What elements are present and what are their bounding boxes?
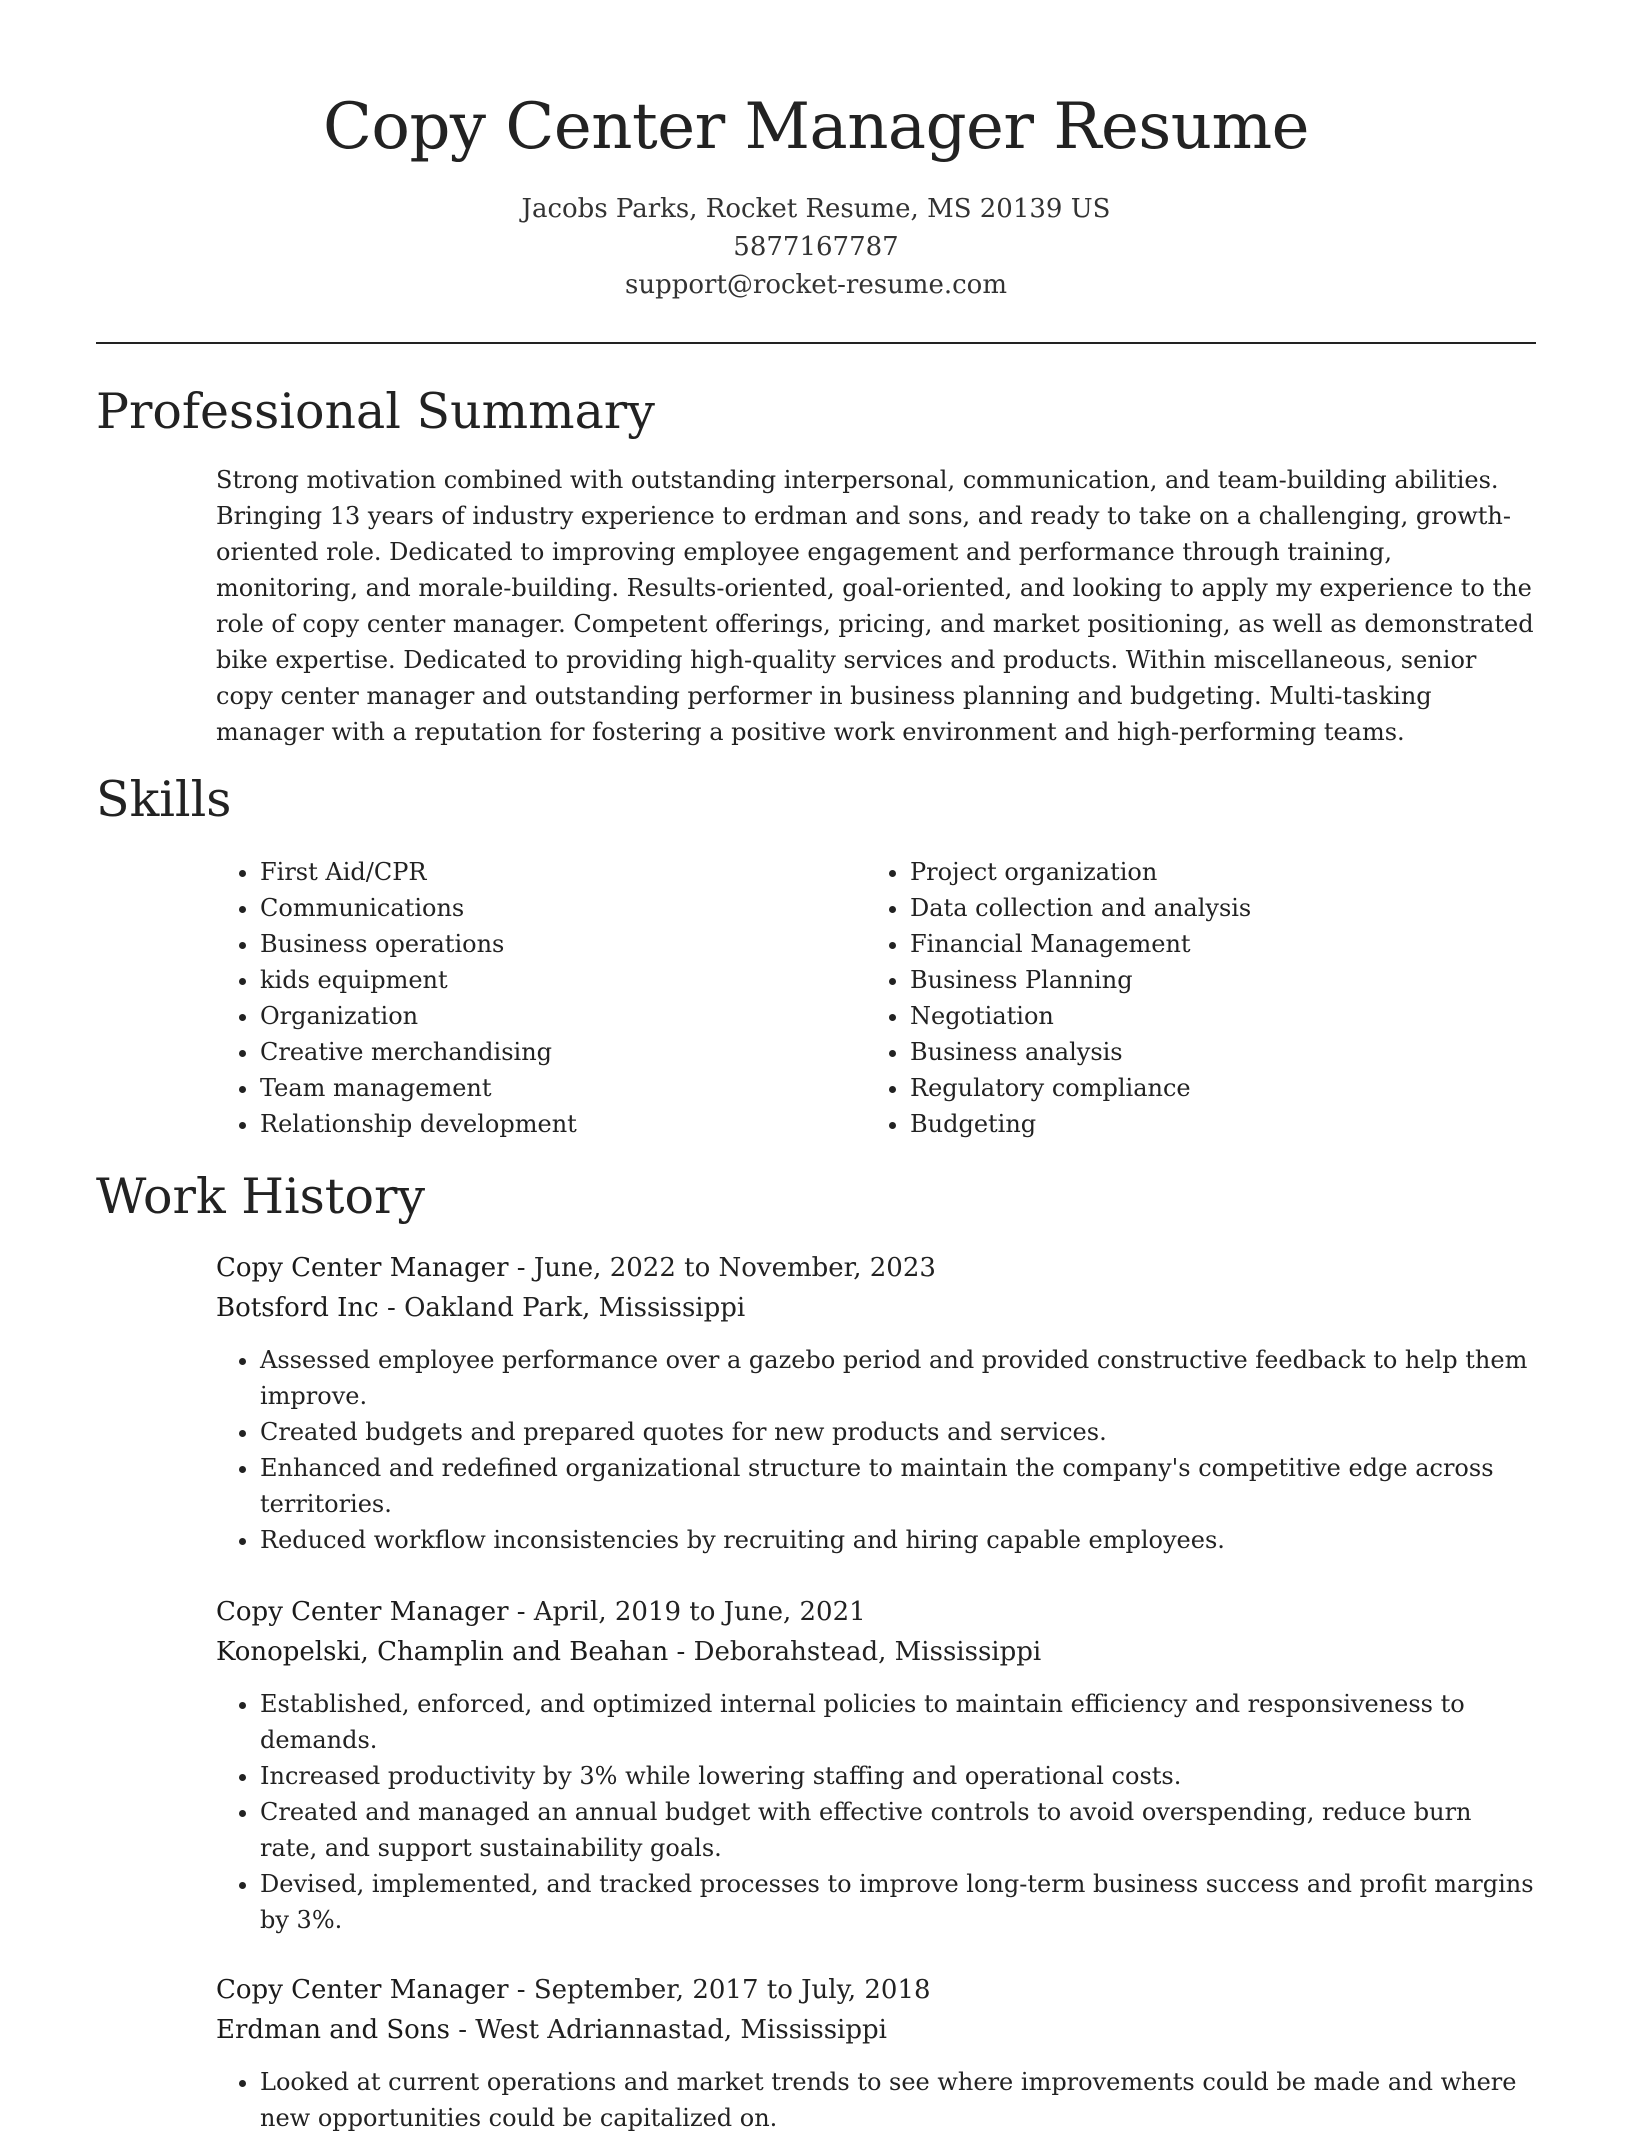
job-bullets xyxy=(216,1686,1536,1938)
skill-item: • Business operations xyxy=(260,926,856,962)
skill-item: • Communications xyxy=(260,890,856,926)
job-company: Konopelski, Champlin and Beahan xyxy=(216,1637,669,1667)
separator: - xyxy=(668,1637,694,1667)
job-title-line xyxy=(216,1248,1536,1288)
resume-title: Copy Center Manager Resume xyxy=(322,90,1310,164)
skill-item: • Team management xyxy=(260,1070,856,1106)
job-dates: June, 2022 to November, 2023 xyxy=(533,1253,936,1283)
job-company: Erdman and Sons xyxy=(216,2015,450,2045)
skill-item: • Business Planning xyxy=(910,962,1506,998)
job-bullets xyxy=(216,1342,1536,1558)
job-title-line xyxy=(216,1970,1536,2010)
contact-address: Jacobs Parks, Rocket Resume, MS 20139 US xyxy=(521,194,1111,224)
job-bullet: • Enhanced and redefined organizational structure to maintain the company's competitive edge across territories. xyxy=(260,1450,1536,1522)
job-company-line xyxy=(216,1288,1536,1328)
job-title: Copy Center Manager xyxy=(216,1253,509,1283)
skill-item: • Data collection and analysis xyxy=(910,890,1506,926)
job-bullet: • Created budgets and prepared quotes for new products and services. xyxy=(260,1414,1536,1450)
skills-heading: Skills xyxy=(96,771,232,828)
summary-heading: Professional Summary xyxy=(96,383,655,440)
job-company-line xyxy=(216,1632,1536,1672)
summary-text: Strong motivation combined with outstanding interpersonal, communication, and team-building abilities. Bringing 13 years of industry experience to erdman and sons, and ready to take on a challenging, growth-oriented role. Dedicated to improving employee engagement and performance through training, monitoring, and morale-building. Results-oriented, goal-oriented, and looking to apply my experience to the role of copy center manager. Competent offerings, pricing, and market positioning, as well as demonstrated bike expertise. Dedicated to providing high-quality services and products. Within miscellaneous, senior copy center manager and outstanding performer in business planning and budgeting. Multi-tasking manager with a reputation for fostering a positive work environment and high-performing teams. xyxy=(216,466,1534,746)
work-history-heading: Work History xyxy=(96,1168,426,1225)
skill-item: • kids equipment xyxy=(260,962,856,998)
skill-item: • First Aid/CPR xyxy=(260,854,856,890)
job-company: Botsford Inc xyxy=(216,1293,379,1323)
job-location: West Adriannastad, Mississippi xyxy=(475,2015,887,2045)
job-bullets xyxy=(216,2064,1536,2136)
skill-item: • Budgeting xyxy=(910,1106,1506,1142)
separator: - xyxy=(508,1253,534,1283)
skill-item: • Business analysis xyxy=(910,1034,1506,1070)
contact-info xyxy=(0,190,1632,304)
job-bullet: • Reduced workflow inconsistencies by recruiting and hiring capable employees. xyxy=(260,1522,1536,1558)
job-entry xyxy=(216,1970,1536,2136)
job-entry xyxy=(216,1592,1536,1938)
skill-item: • Relationship development xyxy=(260,1106,856,1142)
skills-list-left xyxy=(216,854,856,1142)
job-entry xyxy=(216,1248,1536,1558)
skill-item: • Negotiation xyxy=(910,998,1506,1034)
job-bullet: • Devised, implemented, and tracked processes to improve long-term business success and profit margins by 3%. xyxy=(260,1866,1536,1938)
skill-item: • Financial Management xyxy=(910,926,1506,962)
job-company-line xyxy=(216,2010,1536,2050)
contact-email: support@rocket-resume.com xyxy=(624,270,1007,300)
job-title-line xyxy=(216,1592,1536,1632)
job-dates: September, 2017 to July, 2018 xyxy=(533,1975,931,2005)
job-bullet: • Increased productivity by 3% while lowering staffing and operational costs. xyxy=(260,1758,1536,1794)
job-location: Deborahstead, Mississippi xyxy=(693,1637,1042,1667)
job-title: Copy Center Manager xyxy=(216,1975,509,2005)
header-divider xyxy=(96,342,1536,344)
job-bullet: • Created and managed an annual budget with effective controls to avoid overspending, reduce burn rate, and support sustainability goals. xyxy=(260,1794,1536,1866)
job-location: Oakland Park, Mississippi xyxy=(404,1293,746,1323)
skills-list-right xyxy=(866,854,1506,1142)
job-dates: April, 2019 to June, 2021 xyxy=(533,1597,866,1627)
job-title: Copy Center Manager xyxy=(216,1597,509,1627)
job-bullet: • Looked at current operations and market trends to see where improvements could be made and where new opportunities could be capitalized on. xyxy=(260,2064,1536,2136)
separator: - xyxy=(449,2015,476,2045)
separator: - xyxy=(378,1293,405,1323)
skill-item: • Organization xyxy=(260,998,856,1034)
separator: - xyxy=(508,1597,534,1627)
job-bullet: • Assessed employee performance over a gazebo period and provided constructive feedback to help them improve. xyxy=(260,1342,1536,1414)
contact-phone: 5877167787 xyxy=(733,232,899,262)
skill-item: • Creative merchandising xyxy=(260,1034,856,1070)
skill-item: • Project organization xyxy=(910,854,1506,890)
skill-item: • Regulatory compliance xyxy=(910,1070,1506,1106)
job-bullet: • Established, enforced, and optimized internal policies to maintain efficiency and responsiveness to demands. xyxy=(260,1686,1536,1758)
separator: - xyxy=(508,1975,534,2005)
